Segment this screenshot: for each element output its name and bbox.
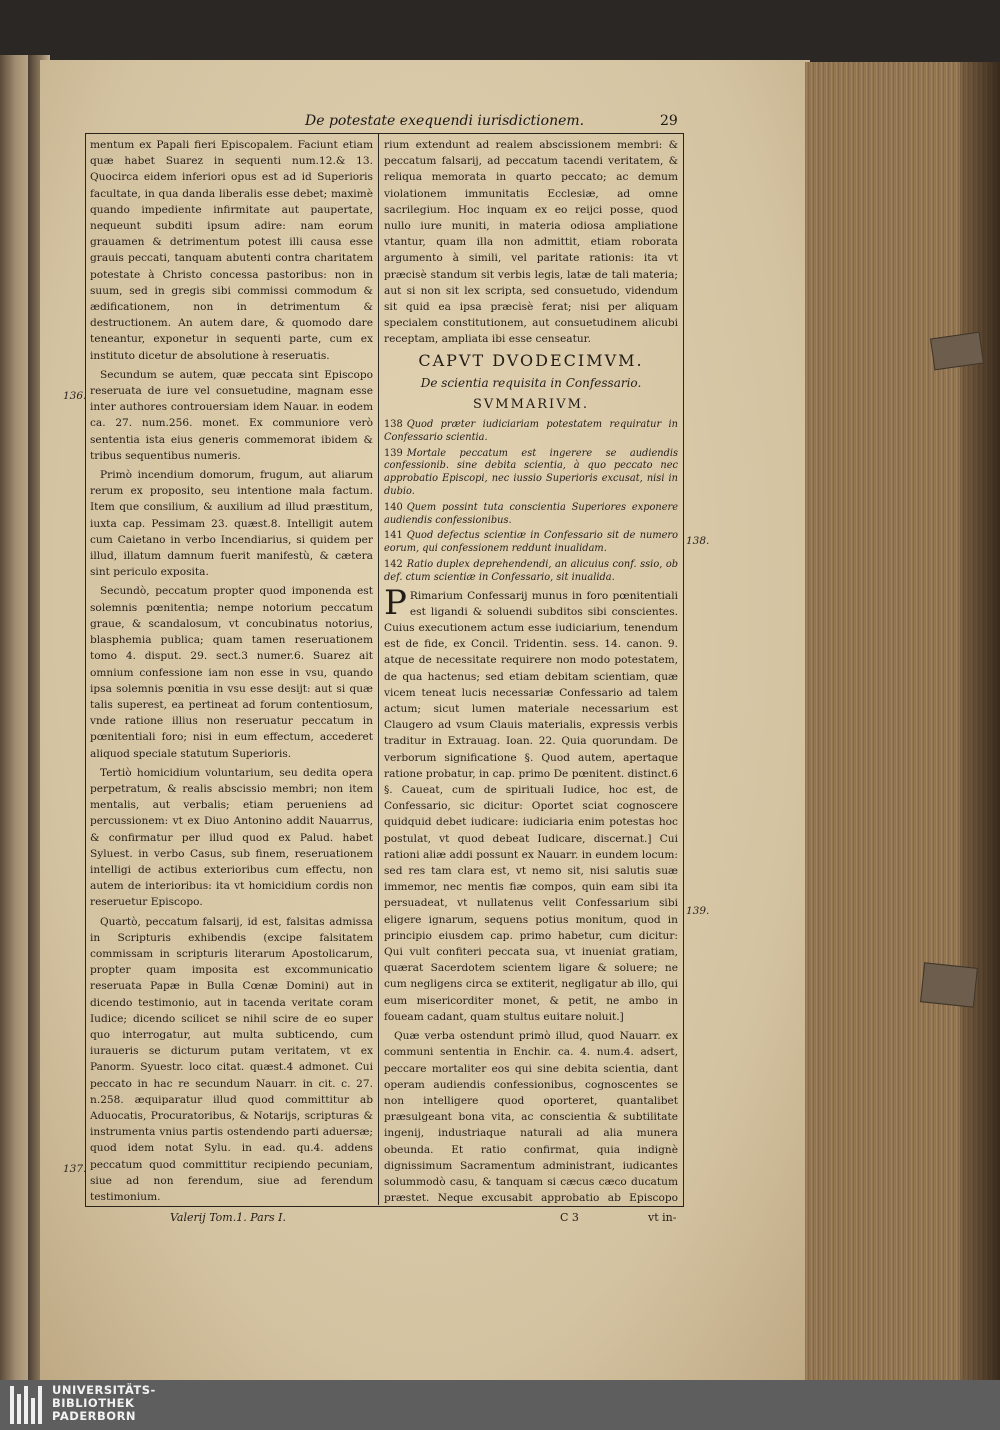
summary-item — [384, 419, 678, 445]
summary-number: 138 — [384, 419, 403, 431]
summary-number: 142 — [384, 559, 403, 571]
page-number: 29 — [660, 113, 678, 129]
summary-item — [384, 530, 678, 556]
summary-heading: SVMMARIVM. — [472, 396, 590, 412]
library-name-line: UNIVERSITÄTS- — [52, 1383, 156, 1397]
column-divider — [378, 133, 379, 1205]
signature-mark: C 3 — [560, 1211, 579, 1224]
paragraph — [384, 582, 678, 1025]
summary-text: Ratio duplex deprehendendi, an alicuius conf. ssio, ob def. ctum scientiæ in Confessario, sit inualida. — [384, 559, 678, 583]
running-head: De potestate exequendi iurisdictionem. — [305, 113, 585, 129]
paragraph: Primò incendium domorum, frugum, aut aliarum rerum ex proposito, seu intentione mala factum. Item que consilium, & auxilium ad illud præstitum, iuxta cap. Pessimam 23. quæst.8. Intelligit autem cum Caietano in verbo Incendiarius, si quidem per illud, illatum damnum fuerit manifestù, & cætera sint periculo exposita. — [90, 469, 373, 579]
left-column — [90, 137, 373, 1203]
paragraph: rium extendunt ad realem abscissionem membri: & peccatum falsarij, ad peccatum tacendi veritatem, & reliqua memorata in quarto peccato; ac demum violationem immunitatis Ecclesiæ, ad omne sacrilegium. Hoc inquam ex eo reijci posse, quod nullo iure muniti, in materia odiosa ampliatione vtantur, quam illa non admittit, etiam roborata argumento à simili, vel paritate rationis: ita vt præcisè standum sit verbis legis, latæ de tali materia; aut si non sit lex scripta, sed consuetudo, videndum sit quid ea ipsa præcisè ferat; nisi per aliquam specialem constitutionem, aut consuetudinem alicubi receptam, ampliata ibi esse censeatur. — [384, 139, 678, 346]
summary-number: 139 — [384, 447, 403, 459]
paragraph: Secundò, peccatum propter quod imponenda est solemnis pœnitentia; nempe notorium peccatum graue, & scandalosum, vt concubinatus notorius, blasphemia publica; quam tamen reseruationem tomo 4. disput. 29. sect.3 numer.6. Suarez ait omnium confessione iam non esse in vsu, quando ipsa solemnis pœnitia in vsu esse desijt: aut si quæ talis superest, ea pertineat ad forum contentiosum, vnde ratione illius non reseruatur peccatum in pœnitentiali foro; nisi in eum effectum, accederet aliquod speciale statutum Superioris. — [90, 585, 373, 760]
catchword: vt in- — [648, 1211, 677, 1224]
summary-text: Quem possint tuta conscientia Superiores exponere audiendis confessionibus. — [384, 501, 678, 526]
summary-text: Mortale peccatum est ingerere se audiendis confessionib. sine debita scientia, à quo peccato nec approbatio Episcopi, nec iussio Superioris excusat, nisi in dubio. — [384, 447, 678, 498]
chapter-subtitle: De scientia requisita in Confessario. — [420, 375, 642, 390]
signature-left: Valerij Tom.1. Pars I. — [170, 1211, 286, 1224]
paragraph: Secundum se autem, quæ peccata sint Episcopo reseruata de iure vel consuetudine, magnam esse inter authores controuersiam idem Nauar. in eodem ca. 27. num.256. monet. Ex communiore verò sententia ista eius generis commemorat ibidem & tribus sequentibus numeris. — [90, 368, 373, 462]
margin-number: 138. — [686, 535, 710, 547]
paragraph: Tertiò homicidium voluntarium, seu dedita opera perpetratum, & realis abscissio membri; non item mentalis, aut verbalis; etiam perueniens ad percussionem: vt ex Diuo Antonino addit Nauarrus, & confirmatur per illud quod ex Palud. habet Syluest. in verbo Casus, sub finem, reseruationem intelligi de actibus exterioribus cum effectu, non autem de interioribus: ita vt homicidium cordis non reseruetur Episcopo. — [90, 766, 373, 909]
summary-item — [384, 448, 678, 499]
drop-capital: P — [384, 582, 407, 623]
library-name — [52, 1384, 156, 1423]
summary-number: 141 — [384, 530, 403, 542]
paragraph: mentum ex Papali fieri Episcopalem. Faciunt etiam quæ habet Suarez in sequenti num.12.& 13. Quocirca eidem inferiori opus est ad id Superioris facultate, in qua danda liberalis esse debet; maximè quando impediente infirmitate aut paupertate, nequeunt subditi ipsum adire: nam eorum grauamen & detrimentum potest illi causa esse grauis peccati, tanquam abutenti contra charitatem potestate à Christo concessa pastoribus: non in suum, sed in gregis sibi commissi commodum & ædificationem, non in detrimentum & destructionem. An autem dare, & quomodo dare teneantur, exponetur in sequenti parte, cum ex instituto dicetur de absolutione à reseruatis. — [90, 139, 373, 362]
chapter-title: CAPVT DVODECIMVM. — [418, 350, 644, 370]
margin-number: 139. — [686, 905, 710, 917]
summary-text: Quod defectus scientiæ in Confessario sit de numero eorum, qui confessionem reddunt inualidam. — [384, 530, 678, 555]
margin-number: 137. — [63, 1163, 87, 1175]
summary-text: Quod præter iudiciariam potestatem requiratur in Confessario scientia. — [384, 419, 678, 443]
page-tab-marker — [920, 962, 978, 1007]
paragraph: Quæ verba ostendunt primò illud, quod Nauarr. ex communi sententia in Enchir. ca. 4. num.4. adsert, peccare mortaliter eos qui sine debita scientia, dant operam audiendis confessionibus, cognoscentes se non intelligere quod oporteret, quantalibet præsulgeant bona vita, ac conscientia & subtilitate ingenij, industriaque naturali ad alia munera obeunda. Et ratio confirmat, quia indignè dignissimum Sacramentum administrant, iudicantes solummodò casu, & tanquam si cæcus cæco ducatum præstet. Neque excusabit approbatio ab Episcopo — [384, 1030, 678, 1203]
paragraph: Quartò, peccatum falsarij, id est, falsitas admissa in Scripturis exhibendis (excipe falsitatem commissam in scripturis literarum Apostolicarum, propter quam imposita est excommunicatio reseruata Papæ in Bulla Cœnæ Domini) aut in dicendo testimonio, aut in tacenda veritate coram Iudice; dicendo scilicet se nihil scire de eo super quo interrogatur, aut multa subticendo, cum iuraueris se dicturum putam veritatem, vt ex Panorm. Syuestr. loco citat. quæst.4 admonet. Cui peccato in hac re secundum Nauarr. in cit. c. 27. n.258. æquiparatur illud quod committitur ab Aduocatis, Procuratoribus, & Notarijs, scripturas & instrumenta vnius partis ostendendo parti aduersæ; quod idem notat Sylu. in ead. qu.4. addens peccatum quod committitur recipiendo pecuniam, siue ad non ferendum, siue ad ferendum testimonium. — [90, 915, 373, 1203]
library-name-line: BIBLIOTHEK — [52, 1396, 135, 1410]
summary-number: 140 — [384, 501, 403, 513]
library-name-line: PADERBORN — [52, 1409, 137, 1423]
right-column — [384, 137, 678, 1203]
page-block-shadow — [960, 62, 1000, 1382]
summary-item — [384, 559, 678, 585]
summary-item — [384, 502, 678, 528]
margin-number: 136. — [63, 390, 87, 402]
paragraph-text: Rimarium Confessarij munus in foro pœnitentiali est ligandi & soluendi subditos sibi conscientes. Cuius executionem actum esse iudiciarium, tenendum est de fide, ex Concil. Tridentin. sess. 14. canon. 9. atque de necessitate requirere non modo potestatem, de qua hactenus; sed etiam debitam scientiam, quæ vicem teneat lucis necessariæ Confessario ad talem actum; sicut lumen materiale necessarium est Claugero ad vsum Clauis materialis, expressis verbis traditur in Extrauag. Ioan. 22. Quia quorundam. De verborum significatione §. Quod autem, apertaque ratione probatur, in cap. primo De pœnitent. distinct.6 §. Caueat, cum de spirituali Iudice, hoc est, de Confessario, sic dicitur: Oportet sciat cognoscere quidquid debet iudicare: iudiciaria enim potestas hoc postulat, vt quod debeat Iudicare, discernat.] Cui rationi aliæ addi possunt ex Nauarr. in eundem locum: sed res tam clara est, vt nemo sit, nisi salutis suæ immemor, nec mentis fiæ compos, quin eam sibi ita persuadeat, vt nullatenus velit Confessarium sibi eligere ignarum, sequens potius monitum, quod in principio eiusdem cap. primo habetur, cum dicitur: Qui vult confiteri peccata sua, vt inueniat gratiam, quærat Sacerdotem scientem ligare & soluere; ne cum negligens circa se extiterit, negligatur ab illo, qui eum misericorditer monet, & petit, ne ambo in foueam cadant, quam stultus euitare noluit.] — [384, 589, 678, 1023]
library-logo-icon — [10, 1386, 46, 1424]
